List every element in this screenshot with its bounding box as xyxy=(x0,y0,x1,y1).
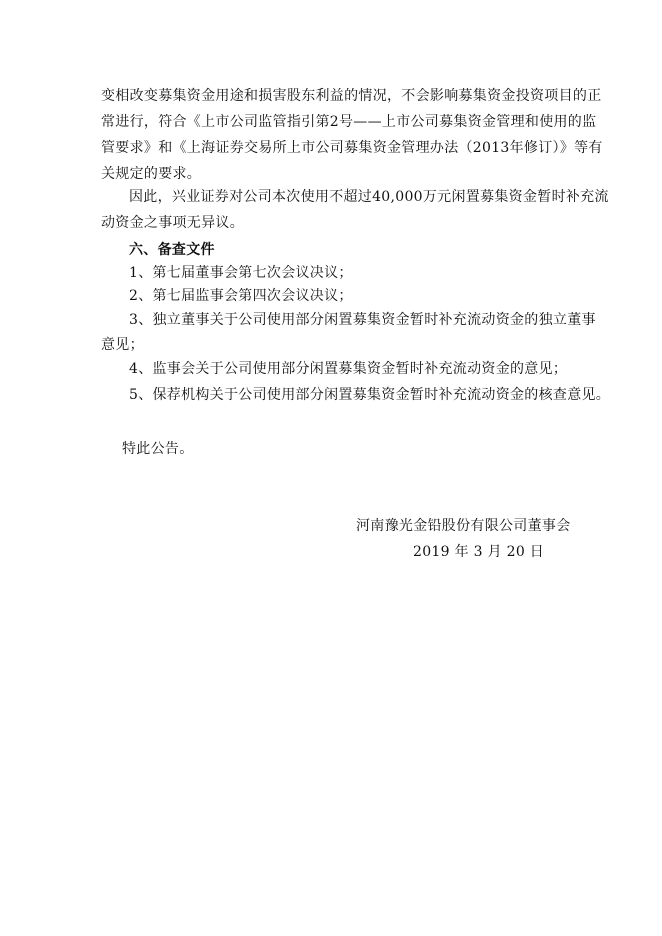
paragraph-line: 常进行，符合《上市公司监管指引第2号——上市公司募集资金管理和使用的监 xyxy=(101,114,597,130)
list-item: 2、第七届监事会第四次会议决议； xyxy=(129,288,353,304)
closing-text: 特此公告。 xyxy=(122,441,194,457)
signature-date: 2019 年 3 月 20 日 xyxy=(413,544,545,560)
signature-company: 河南豫光金铅股份有限公司董事会 xyxy=(356,518,571,534)
list-item: 4、监事会关于公司使用部分闲置募集资金暂时补充流动资金的意见； xyxy=(129,361,568,377)
paragraph-line: 动资金之事项无异议。 xyxy=(101,215,244,231)
list-item: 1、第七届董事会第七次会议决议； xyxy=(129,265,353,281)
list-item-continuation: 意见； xyxy=(101,337,144,353)
paragraph-line: 变相改变募集资金用途和损害股东利益的情况，不会影响募集资金投资项目的正 xyxy=(101,88,602,104)
section-heading: 六、备查文件 xyxy=(129,242,215,258)
list-item: 3、独立董事关于公司使用部分闲置募集资金暂时补充流动资金的独立董事 xyxy=(129,312,596,328)
list-item: 5、保荐机构关于公司使用部分闲置募集资金暂时补充流动资金的核查意见。 xyxy=(129,387,611,403)
paragraph-line: 因此，兴业证券对公司本次使用不超过40,000万元闲置募集资金暂时补充流 xyxy=(129,189,609,205)
paragraph-line: 管要求》和《上海证券交易所上市公司募集资金管理办法（2013年修订）》等有 xyxy=(101,140,603,156)
paragraph-line: 关规定的要求。 xyxy=(101,166,202,182)
